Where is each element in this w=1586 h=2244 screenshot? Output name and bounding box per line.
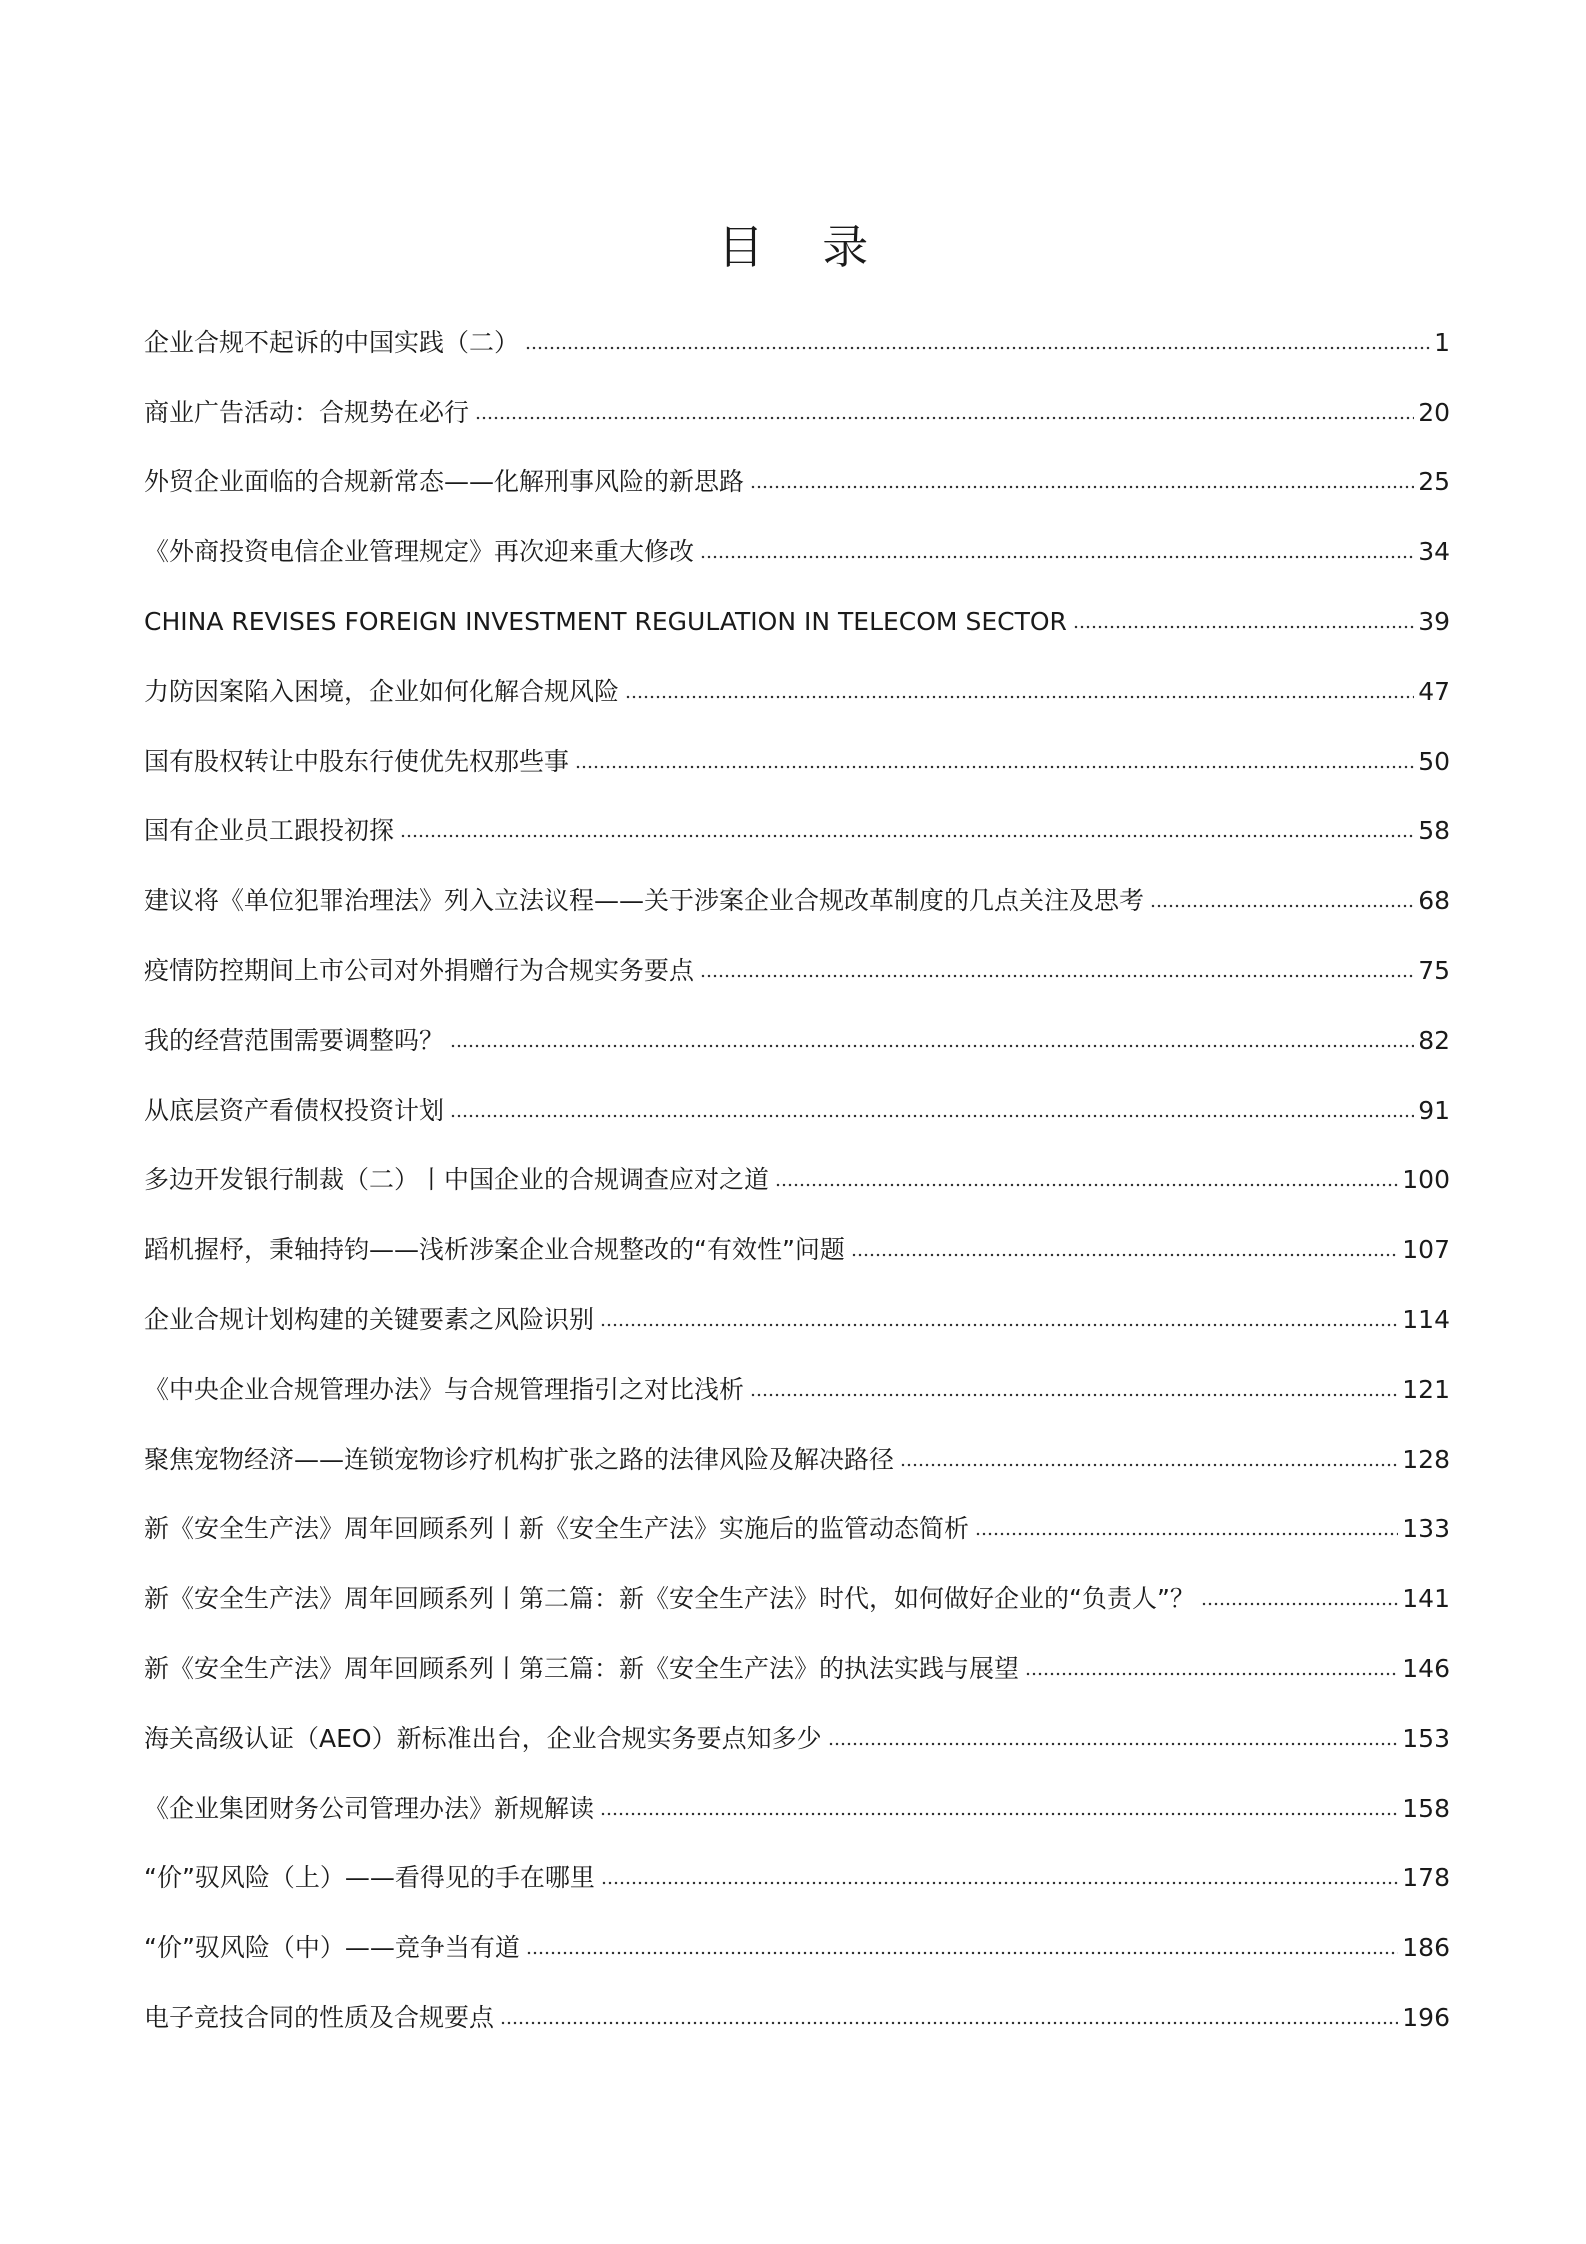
toc-entry-page-number: 20: [1418, 397, 1450, 427]
page-title: 目 录: [717, 219, 891, 274]
toc-entry-title: 商业广告活动：合规势在必行: [144, 397, 470, 427]
toc-entry[interactable]: [144, 1002, 1450, 1072]
toc-entry[interactable]: [144, 723, 1450, 793]
toc-entry[interactable]: [144, 374, 1450, 444]
toc-entry-page-number: 34: [1418, 537, 1450, 567]
toc-entry-title: 外贸企业面临的合规新常态——化解刑事风险的新思路: [144, 467, 745, 497]
toc-entry-page-number: 158: [1402, 1793, 1450, 1823]
dot-leader: [975, 1530, 1398, 1538]
dot-leader: [750, 483, 1414, 491]
toc-entry[interactable]: [144, 793, 1450, 863]
toc-entry[interactable]: [144, 513, 1450, 583]
dot-leader: [851, 1251, 1398, 1259]
toc-entry-title: 新《安全生产法》周年回顾系列丨第二篇：新《安全生产法》时代，如何做好企业的“负责人”？: [144, 1584, 1195, 1614]
toc-entry-title: 企业合规计划构建的关键要素之风险识别: [144, 1304, 595, 1334]
toc-entry-page-number: 153: [1402, 1723, 1450, 1753]
toc-entry-title: 电子竞技合同的性质及合规要点: [144, 2002, 495, 2032]
dot-leader: [450, 1042, 1414, 1050]
toc-entry-page-number: 91: [1418, 1095, 1450, 1125]
toc-entry-page-number: 50: [1418, 746, 1450, 776]
toc-entry[interactable]: [144, 1072, 1450, 1142]
toc-entry-title: 《外商投资电信企业管理规定》再次迎来重大修改: [144, 537, 695, 567]
dot-leader: [1150, 902, 1414, 910]
dot-leader: [400, 832, 1414, 840]
toc-entry[interactable]: [144, 1142, 1450, 1212]
toc-entry-title: 企业合规不起诉的中国实践（二）: [144, 327, 520, 357]
toc-entry-page-number: 146: [1402, 1653, 1450, 1683]
toc-entry-title: 《中央企业合规管理办法》与合规管理指引之对比浅析: [144, 1374, 745, 1404]
toc-entry-title: 从底层资产看债权投资计划: [144, 1095, 445, 1125]
toc-entry[interactable]: [144, 304, 1450, 374]
dot-leader: [500, 2019, 1398, 2027]
dot-leader: [625, 693, 1414, 701]
toc-entry-page-number: 58: [1418, 816, 1450, 846]
dot-leader: [828, 1740, 1399, 1748]
toc-entry-page-number: 39: [1418, 606, 1450, 636]
dot-leader: [525, 344, 1430, 352]
toc-entry[interactable]: [144, 1351, 1450, 1421]
toc-entry-page-number: 100: [1402, 1165, 1450, 1195]
toc-entry-title: “价”驭风险（上）——看得见的手在哪里: [144, 1863, 595, 1893]
toc-entry-title: 《企业集团财务公司管理办法》新规解读: [144, 1793, 595, 1823]
toc-entry-title: “价”驭风险（中）——竞争当有道: [144, 1933, 520, 1963]
dot-leader: [575, 763, 1414, 771]
toc-entry-page-number: 133: [1402, 1514, 1450, 1544]
toc-entry[interactable]: [144, 1281, 1450, 1351]
toc-entry[interactable]: [144, 1421, 1450, 1491]
toc-entry-title: 建议将《单位犯罪治理法》列入立法议程——关于涉案企业合规改革制度的几点关注及思考: [144, 886, 1145, 916]
toc-entry[interactable]: [144, 932, 1450, 1002]
toc-entry-page-number: 121: [1402, 1374, 1450, 1404]
toc-entry-page-number: 82: [1418, 1025, 1450, 1055]
toc-entry[interactable]: [144, 444, 1450, 514]
toc-entry-title: 我的经营范围需要调整吗？: [144, 1025, 445, 1055]
toc-entry[interactable]: [144, 1211, 1450, 1281]
toc-entry-title: CHINA REVISES FOREIGN INVESTMENT REGULATION IN TELECOM SECTOR: [144, 606, 1067, 636]
dot-leader: [900, 1461, 1398, 1469]
toc-entry-title: 海关高级认证（AEO）新标准出台，企业合规实务要点知多少: [144, 1723, 822, 1753]
toc-entry-title: 疫情防控期间上市公司对外捐赠行为合规实务要点: [144, 955, 695, 985]
toc-entry[interactable]: [144, 1630, 1450, 1700]
toc-entry-title: 国有股权转让中股东行使优先权那些事: [144, 746, 570, 776]
dot-leader: [1025, 1670, 1398, 1678]
dot-leader: [775, 1181, 1398, 1189]
toc-entry-title: 力防因案陷入困境，企业如何化解合规风险: [144, 676, 620, 706]
table-of-contents: [144, 304, 1450, 2049]
toc-entry[interactable]: [144, 862, 1450, 932]
dot-leader: [601, 1879, 1398, 1887]
toc-entry-page-number: 47: [1418, 676, 1450, 706]
toc-entry-page-number: 114: [1402, 1304, 1450, 1334]
toc-entry[interactable]: [144, 653, 1450, 723]
dot-leader: [750, 1391, 1398, 1399]
toc-entry[interactable]: [144, 1700, 1450, 1770]
toc-entry-page-number: 25: [1418, 467, 1450, 497]
toc-entry[interactable]: [144, 1560, 1450, 1630]
toc-entry-page-number: 107: [1402, 1235, 1450, 1265]
dot-leader: [700, 972, 1414, 980]
toc-entry-page-number: 1: [1434, 327, 1450, 357]
toc-entry-page-number: 128: [1402, 1444, 1450, 1474]
dot-leader: [600, 1321, 1398, 1329]
toc-entry-title: 多边开发银行制裁（二）丨中国企业的合规调查应对之道: [144, 1165, 770, 1195]
toc-entry-page-number: 141: [1402, 1584, 1450, 1614]
toc-entry-title: 聚焦宠物经济——连锁宠物诊疗机构扩张之路的法律风险及解决路径: [144, 1444, 895, 1474]
toc-entry-title: 国有企业员工跟投初探: [144, 816, 395, 846]
dot-leader: [475, 414, 1414, 422]
toc-entry-page-number: 75: [1418, 955, 1450, 985]
toc-entry-page-number: 68: [1418, 886, 1450, 916]
toc-entry[interactable]: [144, 583, 1450, 653]
toc-entry-title: 蹈机握杼，秉轴持钧——浅析涉案企业合规整改的“有效性”问题: [144, 1235, 845, 1265]
toc-entry[interactable]: [144, 1909, 1450, 1979]
dot-leader: [1073, 623, 1414, 631]
toc-entry[interactable]: [144, 1770, 1450, 1840]
dot-leader: [450, 1112, 1414, 1120]
toc-entry[interactable]: [144, 1979, 1450, 2049]
dot-leader: [700, 553, 1414, 561]
toc-entry-title: 新《安全生产法》周年回顾系列丨第三篇：新《安全生产法》的执法实践与展望: [144, 1653, 1020, 1683]
toc-entry-page-number: 186: [1402, 1933, 1450, 1963]
toc-entry-page-number: 178: [1402, 1863, 1450, 1893]
dot-leader: [1201, 1600, 1398, 1608]
toc-entry-title: 新《安全生产法》周年回顾系列丨新《安全生产法》实施后的监管动态简析: [144, 1514, 970, 1544]
dot-leader: [526, 1949, 1398, 1957]
toc-entry-page-number: 196: [1402, 2002, 1450, 2032]
dot-leader: [600, 1810, 1398, 1818]
toc-entry[interactable]: [144, 1491, 1450, 1561]
toc-entry[interactable]: [144, 1840, 1450, 1910]
